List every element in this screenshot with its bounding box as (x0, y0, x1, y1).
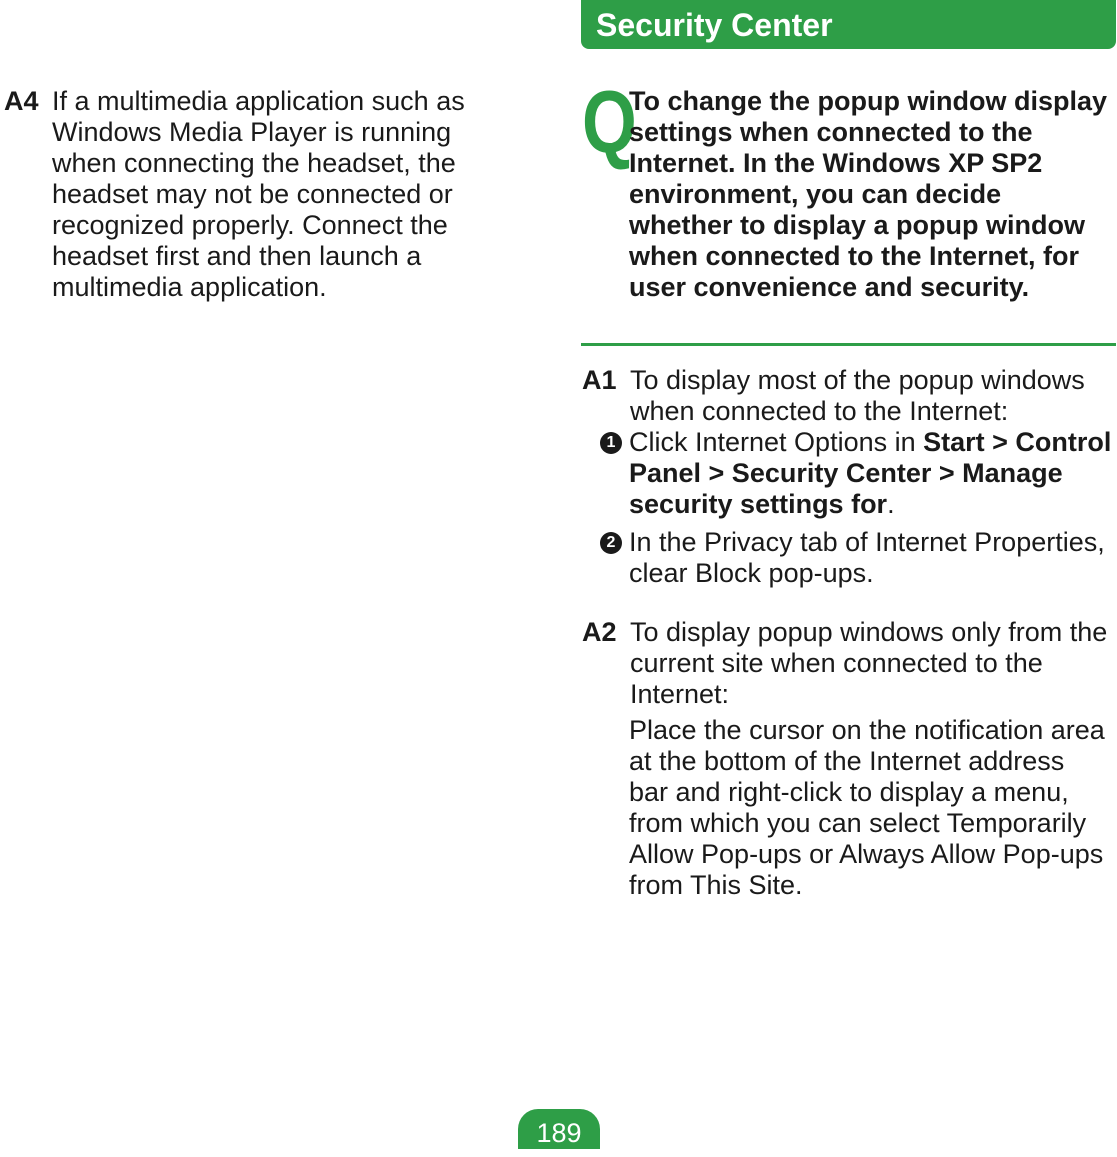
divider (581, 343, 1116, 346)
answer-text: If a multimedia application such as Windows Media Player is running when connecting the headset, the headset may not be connected or recognized properly. Connect the headset first and then launch a multimedia application. (52, 86, 465, 302)
answer-intro: To display popup windows only from the current site when connected to the Internet: (630, 617, 1108, 709)
step-number: 2 (600, 532, 622, 554)
section-title: Security Center (596, 7, 833, 43)
section-header (581, 0, 1116, 49)
answer-label: A1 (582, 365, 617, 395)
answer-label: A2 (582, 617, 617, 647)
answer-detail: Place the cursor on the notification area at the bottom of the Internet address bar and right-click to display a menu, from which you can select Temporarily Allow Pop-ups or Always Allow Pop-ups from This Site. (629, 715, 1105, 900)
page-number: 189 (536, 1118, 582, 1148)
answer-label: A4 (4, 86, 39, 116)
question-marker: Q (582, 72, 637, 171)
step-tail: . (887, 489, 895, 519)
page-number-tab (518, 1109, 600, 1149)
answer-intro: To display most of the popup windows when connected to the Internet: (630, 365, 1085, 426)
step-lead: Click Internet Options in (629, 427, 924, 457)
step-number: 1 (600, 432, 622, 454)
step-text: In the Privacy tab of Internet Properties, clear Block pop-ups. (629, 527, 1105, 588)
step-menu-path: Start > Control Panel > Security Center > Manage security settings for (629, 427, 1112, 519)
step-text (629, 427, 1117, 520)
question-text: To change the popup window display settings when connected to the Internet. In the Windows XP SP2 environment, you can decide whether to display a popup window when connected to the Internet, for user convenience and security. (629, 86, 1107, 302)
